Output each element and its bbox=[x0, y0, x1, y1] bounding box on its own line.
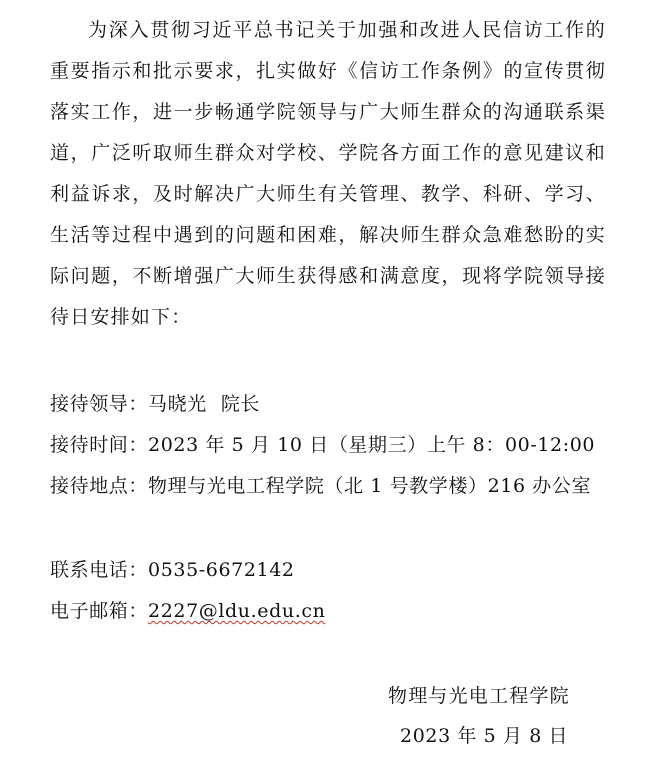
signature-organization: 物理与光电工程学院 bbox=[388, 685, 570, 707]
reception-place-line bbox=[50, 466, 606, 507]
reception-time-line bbox=[50, 425, 595, 466]
contact-phone-line bbox=[50, 550, 295, 591]
reception-time-value: 2023 年 5 月 10 日（星期三）上午 8：00-12:00 bbox=[148, 434, 596, 456]
reception-leader-label: 接待领导： bbox=[50, 393, 149, 415]
contact-phone-label: 联系电话： bbox=[50, 559, 149, 581]
contact-email-line bbox=[50, 591, 325, 632]
signature-date: 2023 年 5 月 8 日 bbox=[400, 725, 569, 747]
contact-phone-value: 0535-6672142 bbox=[148, 559, 295, 581]
contact-email-value[interactable]: 2227@ldu.edu.cn bbox=[148, 600, 326, 622]
intro-paragraph: 为深入贯彻习近平总书记关于加强和改进人民信访工作的重要指示和批示要求，扎实做好《信访工作条例》的宣传贯彻落实工作，进一步畅通学院领导与广大师生群众的沟通联系渠道，广泛听取师生群众对学校、学院各方面工作的意见建议和利益诉求，及时解决广大师生有关管理、教学、科研、学习、生活等过程中遇到的问题和困难，解决师生群众急难愁盼的实际问题，不断增强广大师生获得感和满意度，现将学院领导接待日安排如下： bbox=[50, 19, 606, 328]
reception-leader-name: 马晓光 bbox=[148, 393, 207, 415]
reception-time-label: 接待时间： bbox=[50, 434, 149, 456]
reception-leader-line bbox=[50, 384, 260, 425]
reception-place-label: 接待地点： bbox=[50, 475, 149, 497]
reception-leader-title: 院长 bbox=[220, 393, 261, 415]
reception-place-value: 物理与光电工程学院（北 1 号教学楼）216 办公室 bbox=[148, 475, 592, 497]
contact-email-label: 电子邮箱： bbox=[50, 600, 149, 622]
